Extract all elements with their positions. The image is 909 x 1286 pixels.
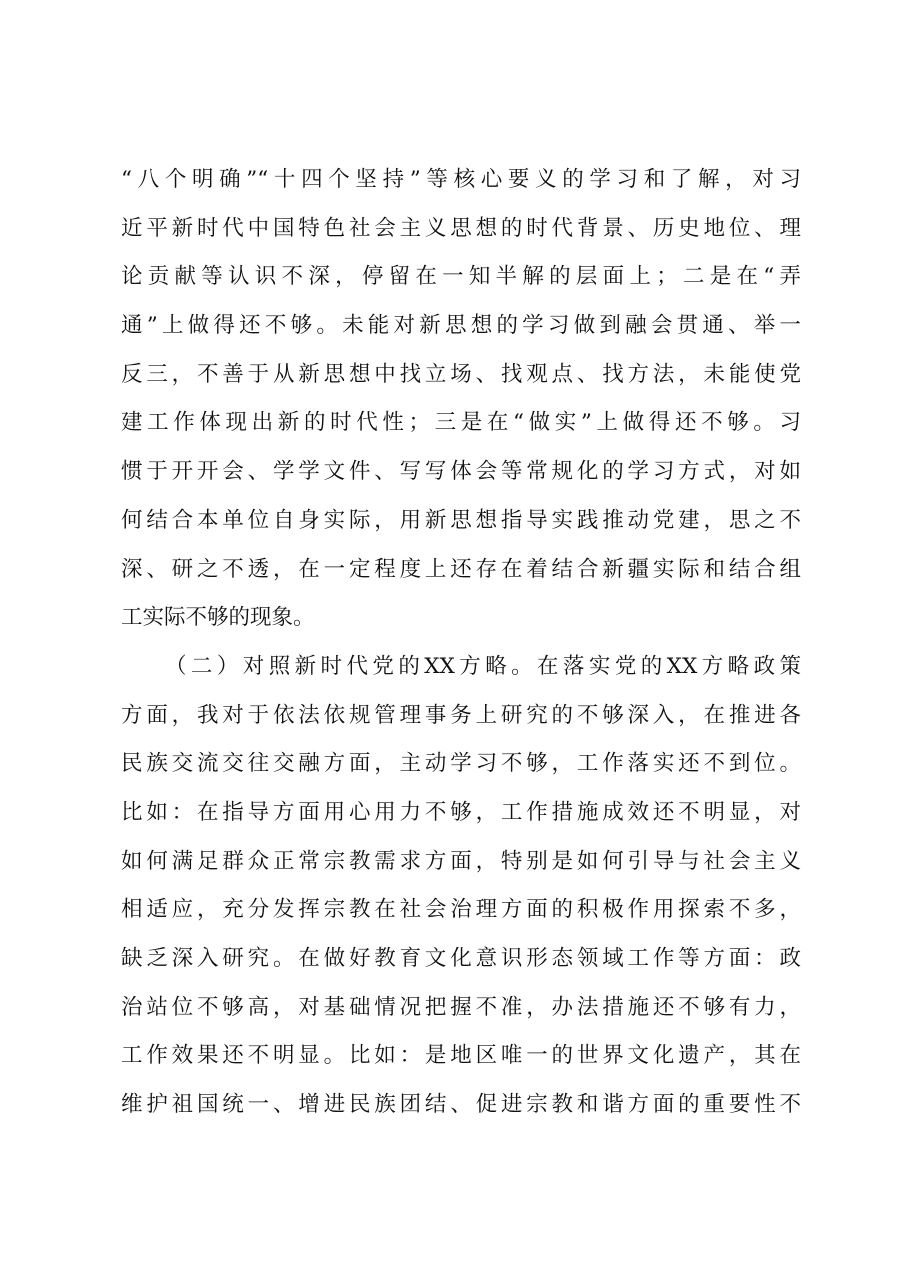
text-line: 维护祖国统一、增进民族团结、促进宗教和谐方面的重要性不 — [121, 1092, 801, 1118]
text-line: 惯于开开会、学学文件、写写体会等常规化的学习方式，对如 — [121, 459, 801, 485]
text-line: 深、研之不透，在一定程度上还存在着结合新疆实际和结合组 — [121, 556, 801, 582]
body-text — [121, 156, 801, 1130]
text-line: （二）对照新时代党的XX方略。在落实党的XX方略政策 — [165, 653, 801, 679]
text-line: 如何满足群众正常宗教需求方面，特别是如何引导与社会主义 — [121, 848, 801, 874]
text-line: 缺乏深入研究。在做好教育文化意识形态领域工作等方面：政 — [121, 946, 801, 971]
text-line: 工实际不够的现象。 — [121, 605, 315, 631]
text-line: 通”上做得还不够。未能对新思想的学习做到融会贯通、举一 — [121, 313, 801, 339]
text-line: 民族交流交往交融方面，主动学习不够，工作落实还不到位。 — [121, 751, 801, 777]
text-line: 治站位不够高，对基础情况把握不准，办法措施还不够有力， — [121, 994, 801, 1020]
text-line: 方面，我对于依法依规管理事务上研究的不够深入，在推进各 — [121, 702, 801, 728]
text-line: 何结合本单位自身实际，用新思想指导实践推动党建，思之不 — [121, 507, 801, 533]
text-line: 建工作体现出新的时代性；三是在“做实”上做得还不够。习 — [121, 410, 801, 436]
text-line: 比如：在指导方面用心用力不够，工作措施成效还不明显，对 — [121, 799, 801, 825]
text-line: 论贡献等认识不深，停留在一知半解的层面上；二是在“弄 — [121, 264, 801, 290]
paragraph-2 — [121, 643, 801, 1130]
text-line: “八个明确”“十四个坚持”等核心要义的学习和了解，对习 — [121, 167, 801, 192]
text-line: 相适应，充分发挥宗教在社会治理方面的积极作用探索不多， — [121, 897, 801, 923]
paragraph-1 — [121, 156, 801, 643]
text-line: 工作效果还不明显。比如：是地区唯一的世界文化遗产，其在 — [121, 1043, 801, 1069]
text-line: 近平新时代中国特色社会主义思想的时代背景、历史地位、理 — [121, 215, 801, 241]
text-line: 反三，不善于从新思想中找立场、找观点、找方法，未能使党 — [121, 361, 801, 387]
